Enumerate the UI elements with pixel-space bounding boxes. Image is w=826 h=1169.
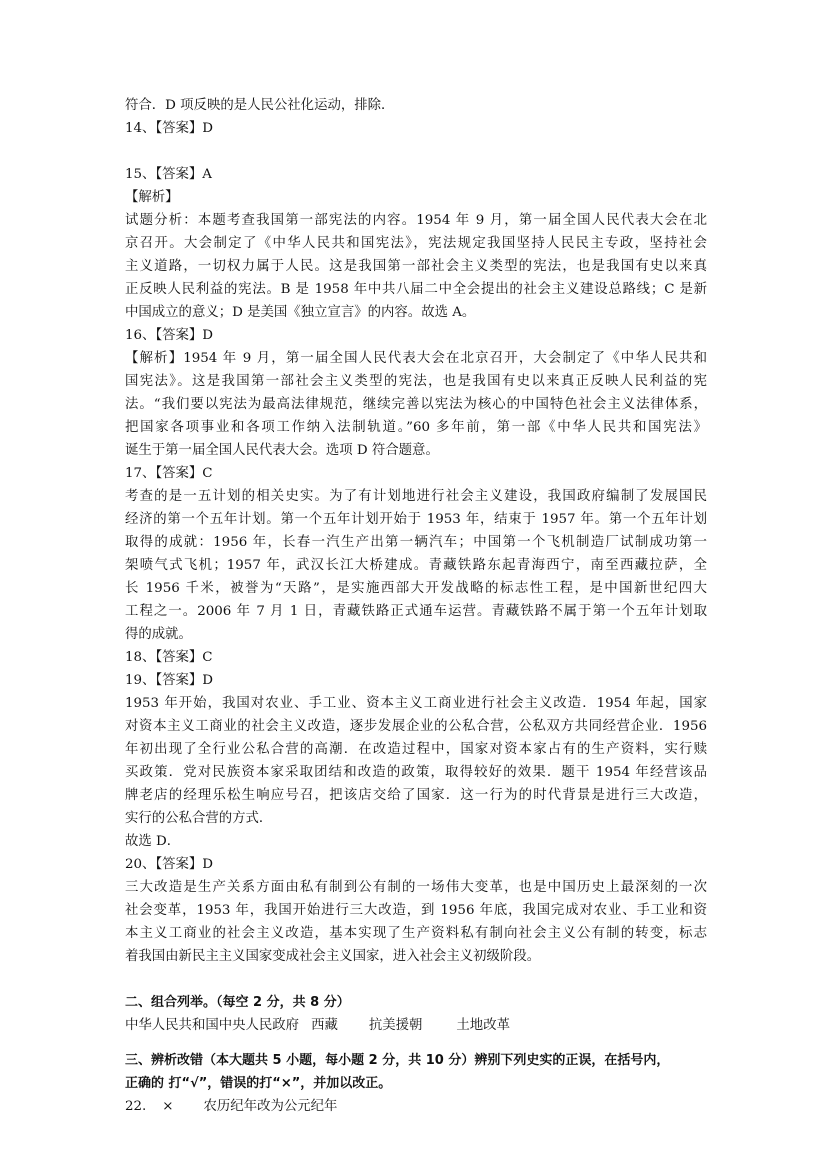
q17-text-line: 工程之一。2006 年 7 月 1 日，青藏铁路正式通车运营。青藏铁路不属于第一个五年计划取 [125,604,707,619]
q15-text-line: 中国成立的意义；D 是美国《独立宣言》的内容。故选 A。 [125,305,476,320]
section-2-answers [125,1014,707,1037]
answer-19: 19、【答案】D [125,673,214,688]
q17-text-line: 架喷气式飞机；1957 年，武汉长江大桥建成。青藏铁路东起青海西宁，南至西藏拉萨，全 [125,558,707,573]
answer-14: 14、【答案】D [125,121,214,136]
q15-text-line: 主义道路，一切权力属于人民。这是我国第一部社会主义类型的宪法，也是我国有史以来真 [125,259,707,274]
section-2-item: 西藏 [311,1018,338,1033]
section-2-item: 土地改革 [456,1018,510,1033]
q20-text-line: 着我国由新民主主义国家变成社会主义国家，进入社会主义初级阶段。 [125,949,541,964]
answer-17: 17、【答案】C [125,466,213,481]
q15-text-line: 京召开。大会制定了《中华人民共和国宪法》，宪法规定我国坚持人民民主专政，坚持社会 [125,236,707,251]
q15-text-line: 正反映人民利益的宪法。B 是 1958 年中共八届二中全会提出的社会主义建设总路线；C 是新 [125,282,707,297]
answer-16: 16、【答案】D [125,328,214,343]
answer-15: 15、【答案】A [125,167,212,182]
correction-text: 农历纪年改为公元纪年 [203,1099,338,1114]
q17-text-line: 取得的成就：1956 年，长春一汽生产出第一辆汽车；中国第一个飞机制造厂试制成功第一 [125,535,707,550]
q19-text-line: 实行的公私合营的方式． [125,811,273,826]
q16-text-line: 法。“我们要以宪法为最高法律规范，继续完善以宪法为核心的中国特色社会主义法律体系， [125,397,707,412]
wrong-mark: × [162,1099,174,1114]
q20-text-line: 社会变革，1953 年，我国开始进行三大改造，到 1956 年底，我国完成对农业、手工业和资 [125,903,707,918]
q15-text-line: 试题分析：本题考查我国第一部宪法的内容。1954 年 9 月，第一届全国人民代表大会在北 [125,213,707,228]
q17-text-line: 长 1956 千米，被誉为“天路”，是实施西部大开发战略的标志性工程，是中国新世纪四大 [125,581,707,596]
q16-text-line: 【解析】1954 年 9 月，第一届全国人民代表大会在北京召开，大会制定了《中华人民共和 [125,351,707,366]
q19-text-line: 1953 年开始，我国对农业、手工业、资本主义工商业进行社会主义改造．1954 年起，国家 [125,696,707,711]
question-number: 22. [125,1099,147,1114]
q16-text-line: 国宪法》。这是我国第一部社会主义类型的宪法，也是我国有史以来真正反映人民利益的宪 [125,374,707,389]
q19-text-line: 年初出现了全行业公私合营的高潮．在改造过程中，国家对资本家占有的生产资料，实行赎 [125,742,707,757]
answer-key-content [125,94,707,1118]
section-2-title: 二、组合列举。（每空 2 分，共 8 分） [125,995,350,1010]
analysis-label: 【解析】 [125,190,179,205]
q17-text-line: 经济的第一个五年计划。第一个五年计划开始于 1953 年，结束于 1957 年。第一个五年计划 [125,512,707,527]
section-3-title: 正确的 打“√”，错误的打“×”，并加以改正。 [125,1076,392,1091]
section-2-item: 抗美援朝 [368,1018,423,1033]
answer-20: 20、【答案】D [125,857,214,872]
q17-text-line: 考查的是一五计划的相关史实。为了有计划地进行社会主义建设，我国政府编制了发展国民 [125,489,707,504]
q19-conclusion: 故选 D． [125,834,181,849]
answer-22 [125,1095,707,1118]
q19-text-line: 牌老店的经理乐松生响应号召，把该店交给了国家．这一行为的时代背景是进行三大改造， [125,788,707,803]
q20-text-line: 本主义工商业的社会主义改造，基本实现了生产资料私有制向社会主义公有制的转变，标志 [125,926,707,941]
q16-text-line: 诞生于第一届全国人民代表大会。选项 D 符合题意。 [125,443,439,458]
q16-text-line: 把国家各项事业和各项工作纳入法制轨道。”60 多年前，第一部《中华人民共和国宪法》 [125,420,707,435]
answer-18: 18、【答案】C [125,650,213,665]
q20-text-line: 三大改造是生产关系方面由私有制到公有制的一场伟大变革，也是中国历史上最深刻的一次 [125,880,707,895]
q17-text-line: 得的成就。 [125,627,192,642]
section-3-title: 三、辨析改错（本大题共 5 小题，每小题 2 分，共 10 分）辨别下列史实的正误，在括号内， [125,1053,670,1068]
section-2-item: 中华人民共和国中央人民政府 [125,1018,300,1033]
q19-text-line: 买政策．党对民族资本家采取团结和改造的政策，取得较好的效果．题干 1954 年经营该品 [125,765,707,780]
q19-text-line: 对资本主义工商业的社会主义改造，逐步发展企业的公私合营，公私双方共同经营企业．1956 [125,719,707,734]
text-line: 符合．D 项反映的是人民公社化运动，排除． [125,98,395,113]
